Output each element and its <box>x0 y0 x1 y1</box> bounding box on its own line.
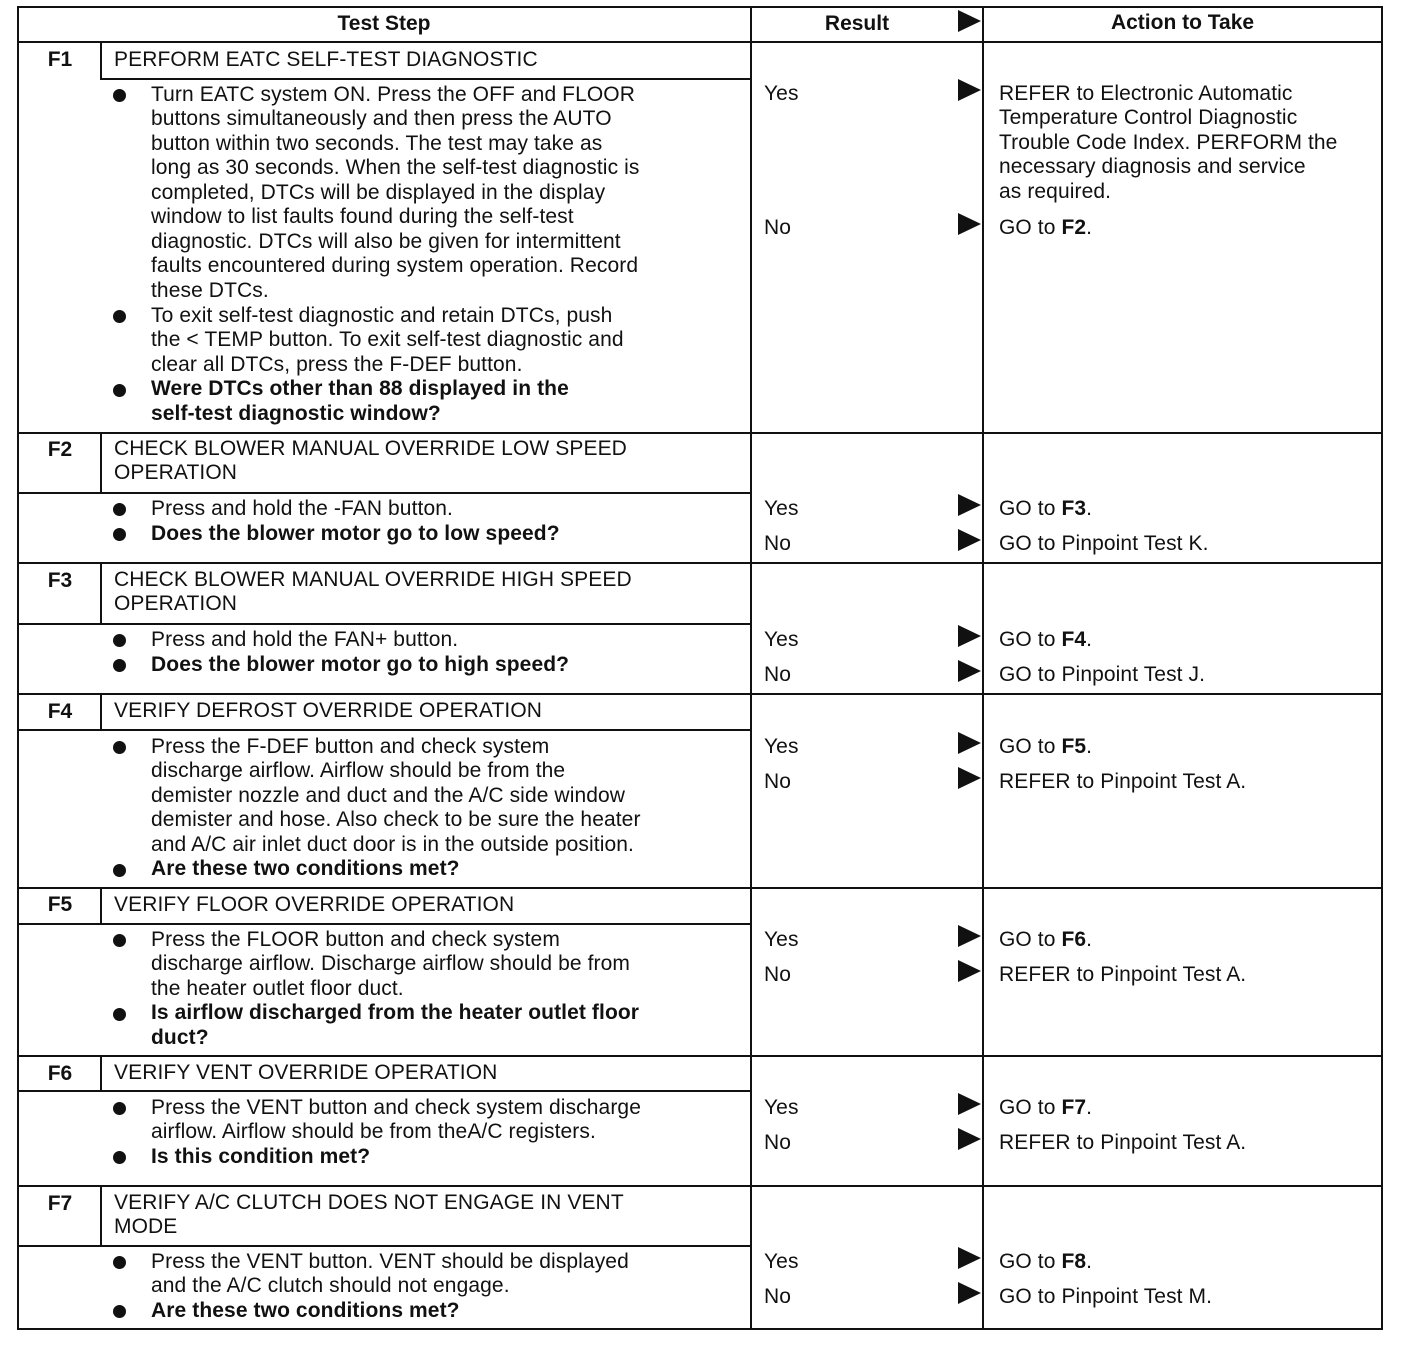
step-instruction-line: demister and hose. Also check to be sure the heater <box>151 808 641 831</box>
column-divider-action <box>982 6 984 1330</box>
result-no: No <box>764 216 792 239</box>
step-question-line: Are these two conditions met? <box>151 1299 460 1322</box>
yes-action-text: GO to <box>999 497 1062 520</box>
yes-action-step-ref: F7 <box>1061 1096 1087 1119</box>
step-instruction-line: button within two seconds. The test may take as <box>151 132 603 155</box>
step-id-divider <box>100 887 102 924</box>
no-action: REFER to Pinpoint Test A. <box>999 963 1247 986</box>
result-no: No <box>764 532 792 555</box>
yes-action-step-ref: F6 <box>1061 928 1087 951</box>
title-divider <box>17 492 752 494</box>
result-arrow-icon <box>958 213 981 235</box>
bullet-icon <box>113 310 126 323</box>
no-action-end: . <box>1086 216 1093 239</box>
result-arrow-icon <box>958 79 981 101</box>
bullet-icon <box>113 89 126 102</box>
step-instruction-line: buttons simultaneously and then press the AUTO <box>151 107 612 130</box>
step-title: PERFORM EATC SELF-TEST DIAGNOSTIC <box>114 48 538 71</box>
step-divider <box>17 693 1383 695</box>
column-divider-result <box>750 6 752 1330</box>
title-divider <box>17 1090 752 1092</box>
yes-action-line: REFER to Electronic Automatic <box>999 82 1293 105</box>
result-yes: Yes <box>764 82 799 105</box>
header-action: Action to Take <box>1110 11 1255 34</box>
result-no: No <box>764 1285 792 1308</box>
step-instruction-line: demister nozzle and duct and the A/C side window <box>151 784 626 807</box>
bullet-icon <box>113 634 126 647</box>
step-instruction-line: window to list faults found during the self-test <box>151 205 574 228</box>
step-id: F3 <box>47 569 73 592</box>
yes-action <box>999 1096 1092 1121</box>
step-instruction-line: Press and hold the -FAN button. <box>151 497 453 520</box>
step-id: F2 <box>47 438 73 461</box>
result-arrow-icon <box>958 625 981 647</box>
step-instruction-line: the < TEMP button. To exit self-test diagnostic and <box>151 328 624 351</box>
result-yes: Yes <box>764 735 799 758</box>
yes-action-text: GO to <box>999 628 1062 651</box>
yes-action-line: Temperature Control Diagnostic <box>999 106 1298 129</box>
yes-action-end: . <box>1086 735 1093 758</box>
bullet-icon <box>113 503 126 516</box>
header-result: Result <box>824 12 890 35</box>
no-action: REFER to Pinpoint Test A. <box>999 770 1247 793</box>
result-arrow-icon <box>958 767 981 789</box>
header-divider <box>17 41 1383 43</box>
step-instruction-line: Press the VENT button. VENT should be displayed <box>151 1250 629 1273</box>
step-question-line: self-test diagnostic window? <box>151 402 441 425</box>
step-question-line: Is airflow discharged from the heater outlet floor <box>151 1001 640 1024</box>
result-arrow-icon <box>958 1128 981 1150</box>
step-id-divider <box>100 693 102 730</box>
table-border-top <box>17 6 1383 8</box>
title-divider <box>17 623 752 625</box>
bullet-icon <box>113 1305 126 1318</box>
step-question-line: Is this condition met? <box>151 1145 371 1168</box>
yes-action-end: . <box>1086 628 1093 651</box>
header-test-step: Test Step <box>337 12 431 35</box>
result-yes: Yes <box>764 628 799 651</box>
yes-action <box>999 1250 1092 1275</box>
step-instruction-line: To exit self-test diagnostic and retain DTCs, push <box>151 304 613 327</box>
result-no: No <box>764 663 792 686</box>
no-action: GO to Pinpoint Test M. <box>999 1285 1213 1308</box>
table-border-left <box>17 6 19 1330</box>
yes-action <box>999 628 1092 653</box>
step-question-line: Are these two conditions met? <box>151 857 460 880</box>
yes-action-step-ref: F3 <box>1061 497 1087 520</box>
step-instruction-line: completed, DTCs will be displayed in the display <box>151 181 606 204</box>
step-divider <box>17 432 1383 434</box>
yes-action-text: GO to <box>999 735 1062 758</box>
step-question-line: Does the blower motor go to high speed? <box>151 653 570 676</box>
step-instruction-line: diagnostic. DTCs will also be given for intermittent <box>151 230 621 253</box>
step-id: F5 <box>47 893 73 916</box>
yes-action-end: . <box>1086 1250 1093 1273</box>
yes-action-text: GO to <box>999 1096 1062 1119</box>
step-instruction-line: long as 30 seconds. When the self-test diagnostic is <box>151 156 640 179</box>
no-action <box>999 216 1092 241</box>
result-arrow-icon <box>958 494 981 516</box>
table-border-bottom <box>17 1328 1383 1330</box>
yes-action-text: GO to <box>999 928 1062 951</box>
step-instruction-line: the heater outlet floor duct. <box>151 977 404 1000</box>
step-instruction-line: discharge airflow. Discharge airflow should be from <box>151 952 630 975</box>
yes-action-step-ref: F4 <box>1061 628 1087 651</box>
step-title: VERIFY VENT OVERRIDE OPERATION <box>114 1061 498 1084</box>
result-yes: Yes <box>764 1250 799 1273</box>
bullet-icon <box>113 741 126 754</box>
step-instruction-line: airflow. Airflow should be from theA/C registers. <box>151 1120 596 1143</box>
bullet-icon <box>113 864 126 877</box>
step-title-line: CHECK BLOWER MANUAL OVERRIDE LOW SPEED <box>114 437 627 460</box>
title-divider <box>17 1245 752 1247</box>
step-instruction-line: discharge airflow. Airflow should be from the <box>151 759 566 782</box>
step-divider <box>17 887 1383 889</box>
yes-action-line: necessary diagnosis and service <box>999 155 1306 178</box>
no-action-step-ref: F2 <box>1061 216 1087 239</box>
yes-action-end: . <box>1086 928 1093 951</box>
result-arrow-icon <box>958 1093 981 1115</box>
no-action: GO to Pinpoint Test J. <box>999 663 1206 686</box>
step-id-divider <box>100 41 102 78</box>
step-instruction-line: faults encountered during system operation. Record <box>151 254 639 277</box>
bullet-icon <box>113 384 126 397</box>
step-title-line: MODE <box>114 1215 178 1238</box>
yes-action <box>999 497 1092 522</box>
yes-action-end: . <box>1086 1096 1093 1119</box>
yes-action-step-ref: F5 <box>1061 735 1087 758</box>
step-id-divider <box>100 1185 102 1246</box>
result-no: No <box>764 963 792 986</box>
step-instruction-line: and the A/C clutch should not engage. <box>151 1274 510 1297</box>
step-instruction-line: Press the F-DEF button and check system <box>151 735 550 758</box>
step-question-line: Does the blower motor go to low speed? <box>151 522 560 545</box>
step-instruction-line: Press the FLOOR button and check system <box>151 928 560 951</box>
step-title: VERIFY FLOOR OVERRIDE OPERATION <box>114 893 515 916</box>
no-action: REFER to Pinpoint Test A. <box>999 1131 1247 1154</box>
no-action-text: GO to <box>999 216 1062 239</box>
result-yes: Yes <box>764 928 799 951</box>
step-title: VERIFY DEFROST OVERRIDE OPERATION <box>114 699 543 722</box>
step-title-line: VERIFY A/C CLUTCH DOES NOT ENGAGE IN VENT <box>114 1191 624 1214</box>
step-title-line: OPERATION <box>114 461 238 484</box>
yes-action <box>999 735 1092 760</box>
bullet-icon <box>113 1008 126 1021</box>
diagnostic-test-table <box>17 6 1383 1330</box>
result-arrow-icon <box>958 1282 981 1304</box>
title-divider <box>100 78 752 80</box>
yes-action-end: . <box>1086 497 1093 520</box>
result-arrow-icon <box>958 732 981 754</box>
step-title-line: OPERATION <box>114 592 238 615</box>
step-divider <box>17 1185 1383 1187</box>
table-border-right <box>1381 6 1383 1330</box>
step-divider <box>17 562 1383 564</box>
bullet-icon <box>113 528 126 541</box>
title-divider <box>17 729 752 731</box>
bullet-icon <box>113 659 126 672</box>
bullet-icon <box>113 934 126 947</box>
step-question-line: duct? <box>151 1026 209 1049</box>
step-instruction-line: and A/C air inlet duct door is in the outside position. <box>151 833 634 856</box>
step-id: F6 <box>47 1062 73 1085</box>
result-no: No <box>764 770 792 793</box>
step-title-line: CHECK BLOWER MANUAL OVERRIDE HIGH SPEED <box>114 568 632 591</box>
result-arrow-icon <box>958 960 981 982</box>
step-id-divider <box>100 1055 102 1091</box>
result-arrow-icon <box>958 1247 981 1269</box>
header-arrow-icon <box>958 10 981 32</box>
bullet-icon <box>113 1151 126 1164</box>
result-arrow-icon <box>958 660 981 682</box>
step-instruction-line: these DTCs. <box>151 279 269 302</box>
step-question-line: Were DTCs other than 88 displayed in the <box>151 377 569 400</box>
step-id-divider <box>100 562 102 624</box>
step-instruction-line: Press and hold the FAN+ button. <box>151 628 459 651</box>
step-instruction-line: Press the VENT button and check system discharge <box>151 1096 641 1119</box>
result-arrow-icon <box>958 925 981 947</box>
result-no: No <box>764 1131 792 1154</box>
result-yes: Yes <box>764 497 799 520</box>
title-divider <box>17 923 752 925</box>
step-id: F1 <box>47 48 73 71</box>
result-arrow-icon <box>958 529 981 551</box>
yes-action-line: as required. <box>999 180 1112 203</box>
yes-action-line: Trouble Code Index. PERFORM the <box>999 131 1338 154</box>
step-id: F4 <box>47 700 73 723</box>
result-yes: Yes <box>764 1096 799 1119</box>
step-divider <box>17 1055 1383 1057</box>
step-instruction-line: Turn EATC system ON. Press the OFF and FLOOR <box>151 83 636 106</box>
yes-action-step-ref: F8 <box>1061 1250 1087 1273</box>
no-action: GO to Pinpoint Test K. <box>999 532 1209 555</box>
bullet-icon <box>113 1256 126 1269</box>
yes-action-text: GO to <box>999 1250 1062 1273</box>
step-id-divider <box>100 432 102 493</box>
bullet-icon <box>113 1102 126 1115</box>
step-id: F7 <box>47 1192 73 1215</box>
step-instruction-line: clear all DTCs, press the F-DEF button. <box>151 353 523 376</box>
yes-action <box>999 928 1092 953</box>
